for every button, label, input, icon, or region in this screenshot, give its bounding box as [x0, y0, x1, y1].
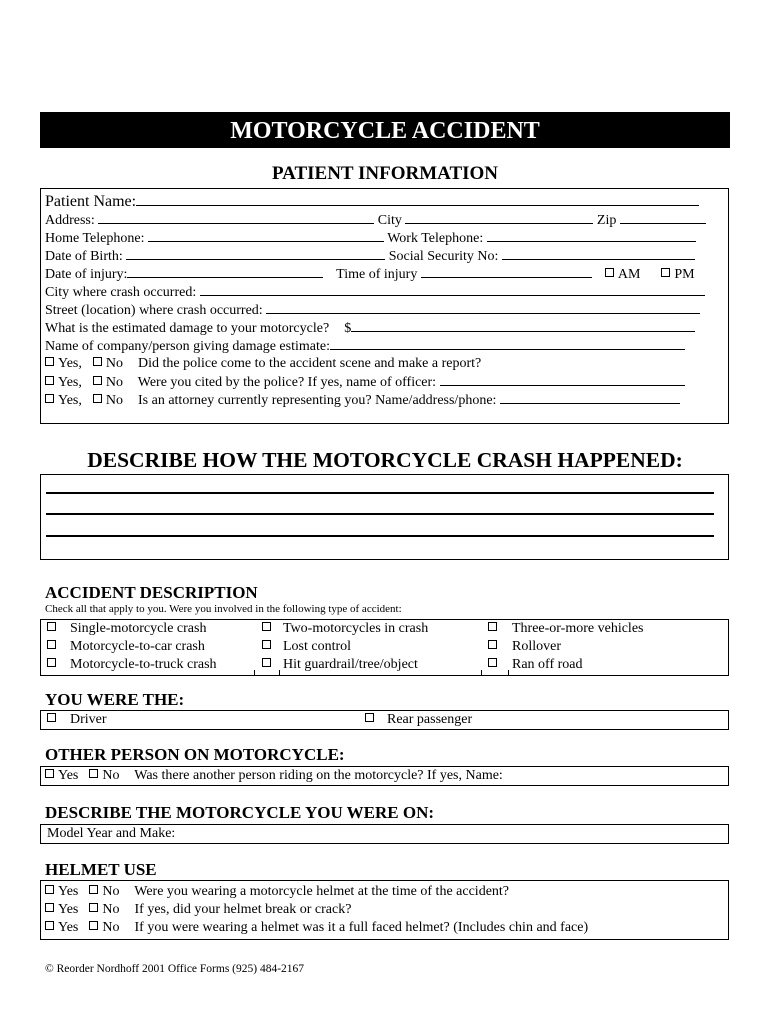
attorney-question: Is an attorney currently representing you? Name/address/phone:	[138, 393, 497, 408]
other-person-question: Was there another person riding on the motorcycle? If yes, Name:	[134, 768, 503, 783]
hit-object-checkbox[interactable]	[262, 658, 271, 667]
ran-off-road-checkbox[interactable]	[488, 658, 497, 667]
option-label: Hit guardrail/tree/object	[283, 657, 418, 672]
other-yes-label: Yes	[58, 768, 79, 783]
dob-row	[45, 247, 695, 265]
city-label: City	[377, 213, 402, 228]
accident-description-heading: ACCIDENT DESCRIPTION	[45, 583, 258, 602]
footer-copyright: © Reorder Nordhoff 2001 Office Forms (925) 484-2167	[45, 963, 305, 975]
you-were-heading: YOU WERE THE:	[45, 690, 185, 709]
doi-field[interactable]	[127, 265, 323, 278]
no-label: No	[102, 884, 120, 899]
helmet-row-3	[45, 920, 588, 936]
street-crash-field[interactable]	[266, 301, 700, 314]
describe-line-2[interactable]	[46, 513, 714, 515]
pm-checkbox[interactable]	[661, 268, 670, 277]
helmet1-yes-checkbox[interactable]	[45, 885, 54, 894]
model-year-label: Model Year and Make:	[47, 826, 176, 841]
accident-option	[488, 657, 583, 673]
helmet-heading: HELMET USE	[45, 860, 157, 879]
address-field[interactable]	[98, 211, 374, 224]
describe-line-3[interactable]	[46, 535, 714, 537]
helmet-question-1: Were you wearing a motorcycle helmet at the time of the accident?	[134, 884, 510, 899]
rear-passenger-checkbox[interactable]	[365, 713, 374, 722]
single-crash-checkbox[interactable]	[47, 622, 56, 631]
estimator-label: Name of company/person giving damage estimate:	[45, 339, 330, 354]
accident-option	[488, 621, 643, 637]
cited-yes-checkbox[interactable]	[45, 376, 54, 385]
other-no-checkbox[interactable]	[89, 769, 98, 778]
accident-option	[262, 639, 351, 655]
truck-crash-checkbox[interactable]	[47, 658, 56, 667]
driver-option	[47, 712, 107, 728]
am-checkbox[interactable]	[605, 268, 614, 277]
three-vehicles-checkbox[interactable]	[488, 622, 497, 631]
describe-line-1[interactable]	[46, 492, 714, 494]
damage-row	[45, 319, 695, 337]
rollover-checkbox[interactable]	[488, 640, 497, 649]
dob-label: Date of Birth:	[45, 249, 123, 264]
city-crash-label: City where crash occurred:	[45, 285, 197, 300]
cited-no-checkbox[interactable]	[93, 376, 102, 385]
ssn-label: Social Security No:	[388, 249, 499, 264]
describe-crash-heading: DESCRIBE HOW THE MOTORCYCLE CRASH HAPPENED:	[87, 448, 683, 472]
cited-row	[45, 373, 685, 391]
other-yes-checkbox[interactable]	[45, 769, 54, 778]
accident-option	[47, 621, 206, 637]
option-label: Rollover	[512, 639, 561, 654]
accident-option	[262, 657, 418, 673]
helmet-question-2: If yes, did your helmet break or crack?	[134, 902, 352, 917]
accident-option	[47, 657, 217, 673]
street-crash-label: Street (location) where crash occurred:	[45, 303, 263, 318]
helmet-question-3: If you were wearing a helmet was it a full faced helmet? (Includes chin and face)	[134, 920, 589, 935]
option-label: Single-motorcycle crash	[70, 621, 207, 636]
two-motorcycles-checkbox[interactable]	[262, 622, 271, 631]
patient-info-heading: PATIENT INFORMATION	[271, 163, 499, 184]
attorney-yes-label: Yes,	[58, 393, 82, 408]
work-telephone-field[interactable]	[487, 229, 696, 242]
patient-name-row	[45, 193, 699, 211]
driver-label: Driver	[70, 712, 107, 727]
zip-label: Zip	[596, 213, 617, 228]
yes-label: Yes	[58, 902, 79, 917]
yes-label: Yes	[58, 884, 79, 899]
damage-field[interactable]	[351, 319, 695, 332]
attorney-no-checkbox[interactable]	[93, 394, 102, 403]
attorney-row	[45, 391, 680, 409]
police-question: Did the police come to the accident scene and make a report?	[138, 356, 482, 371]
patient-name-field[interactable]	[136, 193, 699, 206]
rear-passenger-option	[365, 712, 472, 728]
toi-field[interactable]	[421, 265, 592, 278]
car-crash-checkbox[interactable]	[47, 640, 56, 649]
dob-field[interactable]	[126, 247, 385, 260]
pm-label: PM	[674, 267, 695, 282]
police-yes-checkbox[interactable]	[45, 357, 54, 366]
helmet3-yes-checkbox[interactable]	[45, 921, 54, 930]
city-crash-field[interactable]	[200, 283, 705, 296]
city-field[interactable]	[405, 211, 593, 224]
cited-question: Were you cited by the police? If yes, name of officer:	[137, 375, 437, 390]
helmet-row-1	[45, 884, 509, 900]
address-label: Address:	[45, 213, 95, 228]
doi-label: Date of injury:	[45, 267, 128, 282]
option-label: Lost control	[283, 639, 352, 654]
street-crash-row	[45, 301, 700, 319]
driver-checkbox[interactable]	[47, 713, 56, 722]
ssn-field[interactable]	[502, 247, 695, 260]
officer-name-field[interactable]	[440, 373, 685, 386]
home-telephone-label: Home Telephone:	[45, 231, 145, 246]
police-yes-label: Yes,	[58, 356, 82, 371]
police-report-row	[45, 355, 481, 372]
helmet1-no-checkbox[interactable]	[89, 885, 98, 894]
address-row	[45, 211, 706, 229]
dollar-sign: $	[344, 321, 352, 336]
city-crash-row	[45, 283, 705, 301]
police-no-label: No	[105, 356, 123, 371]
home-telephone-field[interactable]	[148, 229, 384, 242]
helmet2-no-checkbox[interactable]	[89, 903, 98, 912]
work-telephone-label: Work Telephone:	[387, 231, 484, 246]
patient-name-label: Patient Name:	[45, 193, 137, 210]
accident-instruction: Check all that apply to you. Were you involved in the following type of accident:	[45, 603, 402, 615]
zip-field[interactable]	[620, 211, 706, 224]
estimator-row	[45, 337, 685, 355]
option-label: Three-or-more vehicles	[512, 621, 644, 636]
other-person-row	[45, 768, 503, 784]
cited-yes-label: Yes,	[58, 375, 82, 390]
estimator-field[interactable]	[330, 337, 685, 350]
rear-passenger-label: Rear passenger	[387, 712, 473, 727]
telephone-row	[45, 229, 696, 247]
damage-label: What is the estimated damage to your motorcycle?	[45, 321, 330, 336]
accident-option	[488, 639, 561, 655]
no-label: No	[102, 920, 120, 935]
no-label: No	[102, 902, 120, 917]
option-label: Motorcycle-to-car crash	[70, 639, 205, 654]
option-label: Motorcycle-to-truck crash	[70, 657, 217, 672]
form-title: MOTORCYCLE ACCIDENT	[40, 112, 730, 148]
injury-row	[45, 265, 695, 283]
describe-crash-box	[40, 474, 729, 560]
helmet-row-2	[45, 902, 351, 918]
police-no-checkbox[interactable]	[93, 357, 102, 366]
attorney-no-label: No	[105, 393, 123, 408]
attorney-field[interactable]	[500, 391, 680, 404]
option-label: Ran off road	[512, 657, 583, 672]
am-label: AM	[617, 267, 641, 282]
cited-no-label: No	[105, 375, 123, 390]
helmet2-yes-checkbox[interactable]	[45, 903, 54, 912]
toi-label: Time of injury	[336, 267, 418, 282]
yes-label: Yes	[58, 920, 79, 935]
motorcycle-heading: DESCRIBE THE MOTORCYCLE YOU WERE ON:	[45, 803, 435, 822]
attorney-yes-checkbox[interactable]	[45, 394, 54, 403]
other-person-heading: OTHER PERSON ON MOTORCYCLE:	[45, 745, 345, 764]
option-label: Two-motorcycles in crash	[283, 621, 429, 636]
accident-option	[47, 639, 205, 655]
accident-option	[262, 621, 428, 637]
helmet3-no-checkbox[interactable]	[89, 921, 98, 930]
other-no-label: No	[102, 768, 120, 783]
lost-control-checkbox[interactable]	[262, 640, 271, 649]
